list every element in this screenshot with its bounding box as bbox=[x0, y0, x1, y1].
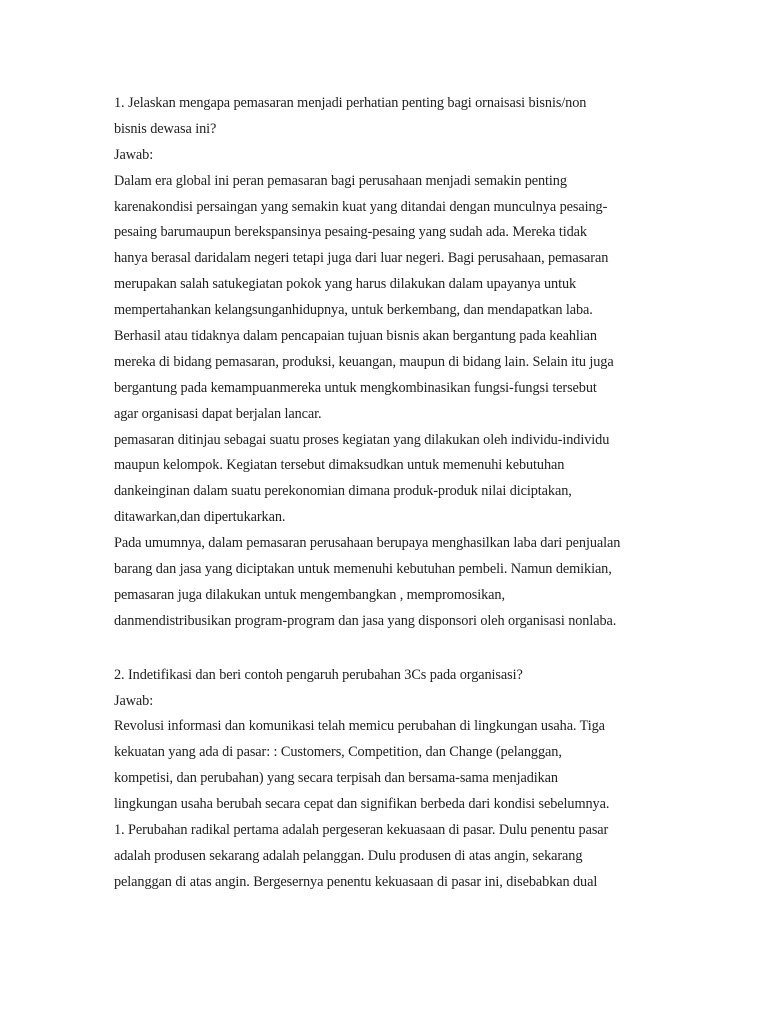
answer-line: mempertahankan kelangsunganhidupnya, untuk berkembang, dan mendapatkan laba. bbox=[114, 302, 593, 319]
answer-line: kekuatan yang ada di pasar: : Customers, Competition, dan Change (pelanggan, bbox=[114, 744, 562, 761]
section-2-question bbox=[114, 663, 674, 689]
question-line: 1. Jelaskan mengapa pemasaran menjadi perhatian penting bagi ornaisasi bisnis/non bbox=[114, 95, 587, 111]
answer-line: 1. Perubahan radikal pertama adalah pergeseran kekuasaan di pasar. Dulu penentu pasar bbox=[114, 822, 609, 839]
section-2 bbox=[114, 663, 674, 896]
answer-line: bergantung pada kemampuanmereka untuk mengkombinasikan fungsi-fungsi tersebut bbox=[114, 379, 597, 396]
answer-line: barang dan jasa yang diciptakan untuk memenuhi kebutuhan pembeli. Namun demikian, bbox=[114, 561, 612, 578]
answer-line: ditawarkan,dan dipertukarkan. bbox=[114, 509, 286, 526]
answer-line: pelanggan di atas angin. Bergesernya penentu kekuasaan di pasar ini, disebabkan dual bbox=[114, 873, 598, 890]
answer-line: agar organisasi dapat berjalan lancar. bbox=[114, 405, 322, 422]
question-line: 2. Indetifikasi dan beri contoh pengaruh perubahan 3Cs pada organisasi? bbox=[114, 666, 523, 683]
answer-line: karenakondisi persaingan yang semakin kuat yang ditandai dengan munculnya pesaing- bbox=[114, 198, 608, 215]
answer-line: kompetisi, dan perubahan) yang secara terpisah dan bersama-sama menjadikan bbox=[114, 770, 558, 787]
section-1-answer bbox=[114, 169, 674, 635]
section-2-answer bbox=[114, 714, 674, 895]
answer-line: Dalam era global ini peran pemasaran bagi perusahaan menjadi semakin penting bbox=[114, 172, 567, 189]
answer-line: Revolusi informasi dan komunikasi telah memicu perubahan di lingkungan usaha. Tiga bbox=[114, 718, 605, 735]
answer-line: pemasaran ditinjau sebagai suatu proses kegiatan yang dilakukan oleh individu-individu bbox=[114, 431, 610, 448]
document-page bbox=[114, 91, 674, 896]
answer-line: hanya berasal daridalam negeri tetapi juga dari luar negeri. Bagi perusahaan, pemasaran bbox=[114, 250, 609, 267]
section-1-question bbox=[114, 91, 674, 143]
answer-line: merupakan salah satukegiatan pokok yang harus dilakukan dalam upayanya untuk bbox=[114, 276, 577, 293]
answer-line: adalah produsen sekarang adalah pelanggan. Dulu produsen di atas angin, sekarang bbox=[114, 847, 583, 864]
answer-line: Berhasil atau tidaknya dalam pencapaian tujuan bisnis akan bergantung pada keahlian bbox=[114, 328, 597, 345]
section-gap bbox=[114, 635, 674, 663]
answer-line: lingkungan usaha berubah secara cepat dan signifikan berbeda dari kondisi sebelumnya. bbox=[114, 796, 610, 813]
answer-label: Jawab: bbox=[114, 146, 154, 163]
answer-label: Jawab: bbox=[114, 692, 154, 709]
answer-line: pesaing barumaupun berekspansinya pesaing-pesaing yang sudah ada. Mereka tidak bbox=[114, 224, 587, 241]
answer-line: maupun kelompok. Kegiatan tersebut dimaksudkan untuk memenuhi kebutuhan bbox=[114, 457, 565, 474]
answer-line: Pada umumnya, dalam pemasaran perusahaan berupaya menghasilkan laba dari penjualan bbox=[114, 535, 621, 552]
answer-line: dankeinginan dalam suatu perekonomian dimana produk-produk nilai diciptakan, bbox=[114, 483, 572, 500]
answer-line: pemasaran juga dilakukan untuk mengembangkan , mempromosikan, bbox=[114, 586, 505, 603]
answer-line: danmendistribusikan program-program dan jasa yang disponsori oleh organisasi nonlaba. bbox=[114, 612, 617, 629]
answer-line: mereka di bidang pemasaran, produksi, keuangan, maupun di bidang lain. Selain itu juga bbox=[114, 353, 614, 370]
section-1 bbox=[114, 91, 674, 635]
question-line: bisnis dewasa ini? bbox=[114, 120, 217, 137]
